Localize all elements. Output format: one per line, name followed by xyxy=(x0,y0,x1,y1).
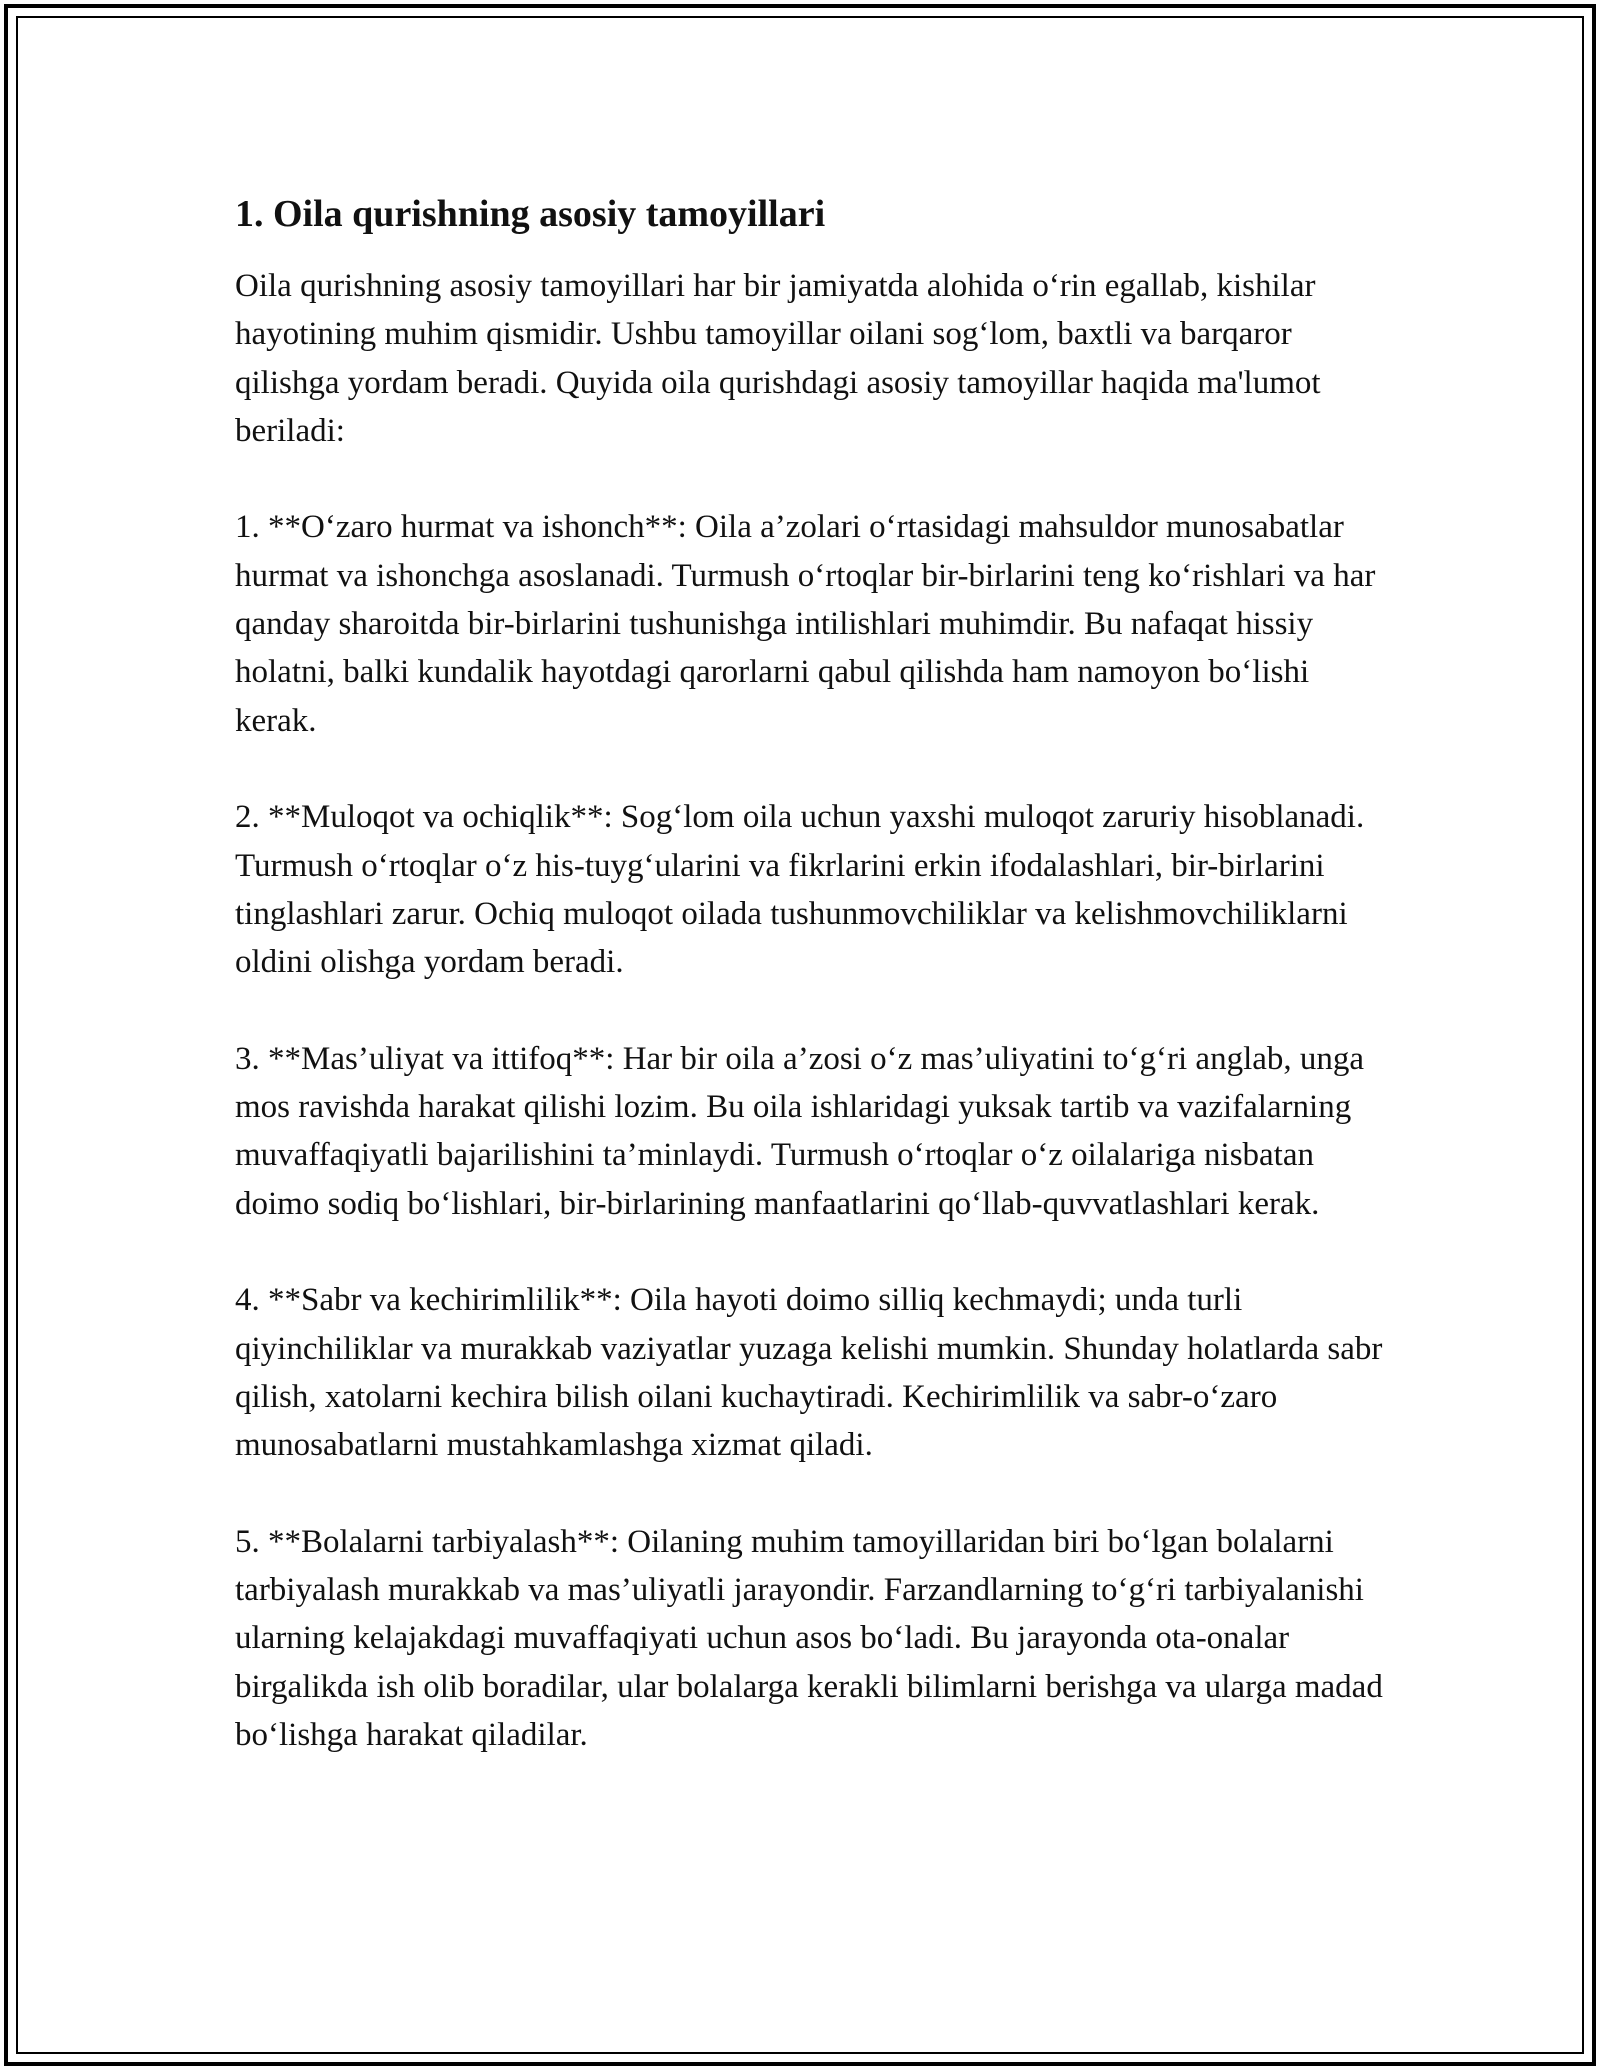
document-body xyxy=(235,188,1385,1759)
principle-paragraph-2: 2. **Muloqot va ochiqlik**: Sog‘lom oila uchun yaxshi muloqot zaruriy hisoblanadi. Turmush o‘rtoqlar o‘z his-tuyg‘ularini va fikrlarini erkin ifodalashlari, bir-birlarini tinglashlari zarur. Ochiq muloqot oilada tushunmovchiliklar va kelishmovchiliklarni oldini olishga yordam beradi. xyxy=(235,799,1365,981)
intro-paragraph: Oila qurishning asosiy tamoyillari har bir jamiyatda alohida o‘rin egallab, kishilar hayotining muhim qismidir. Ushbu tamoyillar oilani sog‘lom, baxtli va barqaror qilishga yordam beradi. Quyida oila qurishdagi asosiy tamoyillar haqida ma'lumot beriladi: xyxy=(235,268,1321,449)
principle-paragraph-4: 4. **Sabr va kechirimlilik**: Oila hayoti doimo silliq kechmaydi; unda turli qiyinchiliklar va murakkab vaziyatlar yuzaga kelishi mumkin. Shunday holatlarda sabr qilish, xatolarni kechira bilish oilani kuchaytiradi. Kechirimlilik va sabr-o‘zaro munosabatlarni mustahkamlashga xizmat qiladi. xyxy=(235,1282,1383,1464)
principle-paragraph-1: 1. **O‘zaro hurmat va ishonch**: Oila a’zolari o‘rtasidagi mahsuldor munosabatlar hurmat va ishonchga asoslanadi. Turmush o‘rtoqlar bir-birlarini teng ko‘rishlari va har qanday sharoitda bir-birlarini tushunishga intilishlari muhimdir. Bu nafaqat hissiy holatni, balki kundalik hayotdagi qarorlarni qabul qilishda ham namoyon bo‘lishi kerak. xyxy=(235,509,1376,739)
principle-paragraph-5: 5. **Bolalarni tarbiyalash**: Oilaning muhim tamoyillaridan biri bo‘lgan bolalarni tarbiyalash murakkab va mas’uliyatli jarayondir. Farzandlarning to‘g‘ri tarbiyalanishi ularning kelajakdagi muvaffaqiyati uchun asos bo‘ladi. Bu jarayonda ota-onalar birgalikda ish olib boradilar, ular bolalarga kerakli bilimlarni berishga va ularga madad bo‘lishga harakat qiladilar. xyxy=(235,1523,1383,1753)
principle-paragraph-3: 3. **Mas’uliyat va ittifoq**: Har bir oila a’zosi o‘z mas’uliyatini to‘g‘ri anglab, unga mos ravishda harakat qilishi lozim. Bu oila ishlaridagi yuksak tartib va vazifalarning muvaffaqiyatli bajarilishini ta’minlaydi. Turmush o‘rtoqlar o‘z oilalariga nisbatan doimo sodiq bo‘lishlari, bir-birlarining manfaatlarini qo‘llab-quvvatlashlari kerak. xyxy=(235,1040,1365,1222)
section-heading: 1. Oila qurishning asosiy tamoyillari xyxy=(235,193,826,235)
